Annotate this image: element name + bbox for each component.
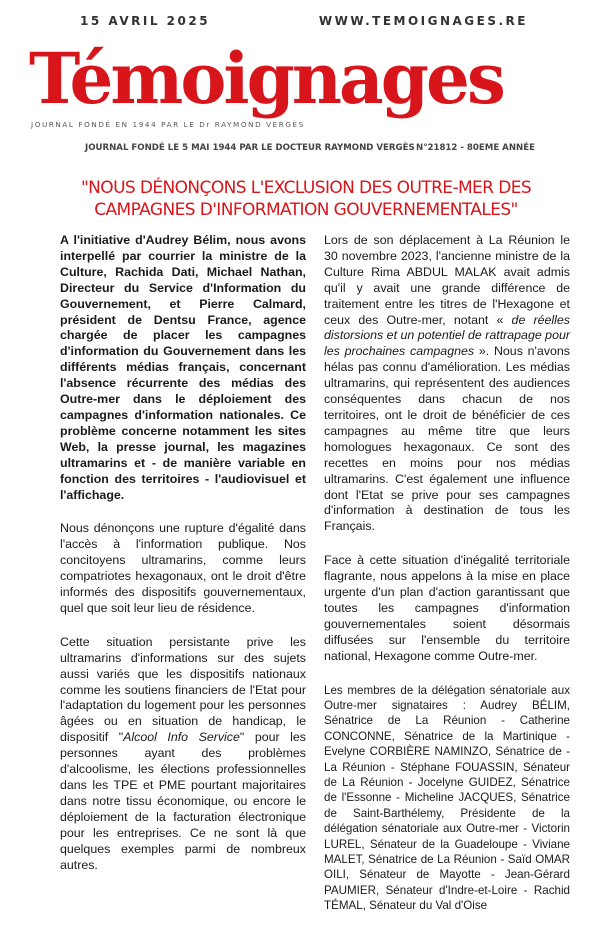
- signatories: Les membres de la délégation sénatoriale aux Outre-mer signataires : Audrey BÉLIM, Sénatrice de La Réunion - Catherine CONCONNE, Sénatrice de la Martinique - Evelyne CORBIÈRE NAMINZO, Sénatrice de - La Réunion - Stéphane FOUASSIN, Sénateur de La Réunion - Jocelyne GUIDEZ, Sénatrice de l'Essonne - Micheline JACQUES, Sénatrice de Saint-Barthélemy, Présidente de la délégation sénatoriale aux Outre-mer - Victorin LUREL, Sénateur de la Guadeloupe - Viviane MALET, Sénatrice de La Réunion - Saïd OMAR OILI, Sénateur de Mayotte - Jean-Gérard PAUMIER, Sénateur d'Indre-et-Loire - Rachid TÉMAL, Sénateur du Val d'Oise: [324, 683, 570, 913]
- top-bar: [0, 14, 612, 30]
- alcool-info-service: Alcool Info Service: [123, 730, 240, 745]
- title-line-1: "NOUS DÉNONÇONS L'EXCLUSION DES OUTRE-MER DES: [80, 178, 532, 198]
- paragraph-1: Nous dénonçons une rupture d'égalité dans l'accès à l'information publique. Nos concitoyens ultramarins, comme leurs compatriotes hexagonaux, ont le droit d'être informés des dispositifs gouvernementaux, quel que soit leur lieu de résidence.: [60, 521, 306, 615]
- title-line-2: CAMPAGNES D'INFORMATION GOUVERNEMENTALES": [94, 200, 518, 220]
- founded-line: JOURNAL FONDÉ LE 5 MAI 1944 PAR LE DOCTEUR RAYMOND VERGÈS: [85, 143, 415, 153]
- article-title: [60, 177, 552, 221]
- paragraph-3: Lors de son déplacement à La Réunion le 30 novembre 2023, l'ancienne ministre de la Culture Rima ABDUL MALAK avait admis qu'il y avait une grande différence de traitement entre les titres de l'Hexagone et ceux des Outre-mer, notant « de réelles distorsions et un potentiel de rattrapage pour les prochaines campagnes ». Nous n'avons hélas pas connu d'amélioration. Les médias ultramarins, qui représentent des audiences conséquentes dans chacun de nos territoires, ont le droit de bénéficier de ces campagnes au même titre que leurs homologues hexagonaux. Ce sont des recettes en moins pour nos médias ultramarins. C'est également une influence dont l'Etat se prive pour ses campagnes d'information à destination de tous les Français.: [324, 233, 570, 534]
- paragraph-4: Face à cette situation d'inégalité territoriale flagrante, nous appelons à la mise en place urgente d'un plan d'action garantissant que toutes les campagnes d'information gouvernementales soient désormais diffusées sur l'ensemble du territoire national, Hexagone comme Outre-mer.: [324, 553, 570, 663]
- issue-number: N°21812 - 80EME ANNÉE: [416, 143, 535, 153]
- info-bar: [85, 143, 552, 155]
- website-link[interactable]: WWW.TEMOIGNAGES.RE: [318, 14, 528, 28]
- paragraph-2: Cette situation persistante prive les ultramarins d'informations sur des sujets aussi variés que les dispositifs nationaux comme les soutiens financiers de l'Etat pour l'adaptation du logement pour les personnes âgées ou en situation de handicap, le dispositif "Alcool Info Service" pour les personnes ayant des problèmes d'alcoolisme, les élections professionnelles dans les TPE et PME pourtant majoritaires dans notre tissu économique, ou encore le déploiement de la facturation électronique pour les entreprises. Ce ne sont là que quelques exemples parmi de nombreux autres.: [60, 634, 306, 872]
- column-right: [324, 233, 570, 932]
- logo-tagline: JOURNAL FONDÉ EN 1944 PAR LE Dr RAYMOND VERGÈS: [31, 120, 305, 129]
- publication-date: 15 AVRIL 2025: [80, 14, 211, 28]
- column-left: [60, 233, 306, 891]
- lead-paragraph: A l'initiative d'Audrey Bélim, nous avons interpellé par courrier la ministre de la Culture, Rachida Dati, Michael Nathan, Directeur du Service d'Information du Gouvernement, et Pierre Calmard, président de Dentsu France, agence chargée de placer les campagnes d'information du Gouvernement dans les différents médias français, concernant l'absence récurrente des médias des Outre-mer dans le déploiement des campagnes d'information nationales. Ce problème concerne notamment les sites Web, la presse journal, les magazines ultramarins et - de manière variable en fonction des territoires - l'audiovisuel et l'affichage.: [60, 233, 306, 502]
- newspaper-logo: Témoignages: [29, 37, 503, 120]
- quote: de réelles distorsions et un potentiel de rattrapage pour les prochaines campagnes: [324, 312, 570, 359]
